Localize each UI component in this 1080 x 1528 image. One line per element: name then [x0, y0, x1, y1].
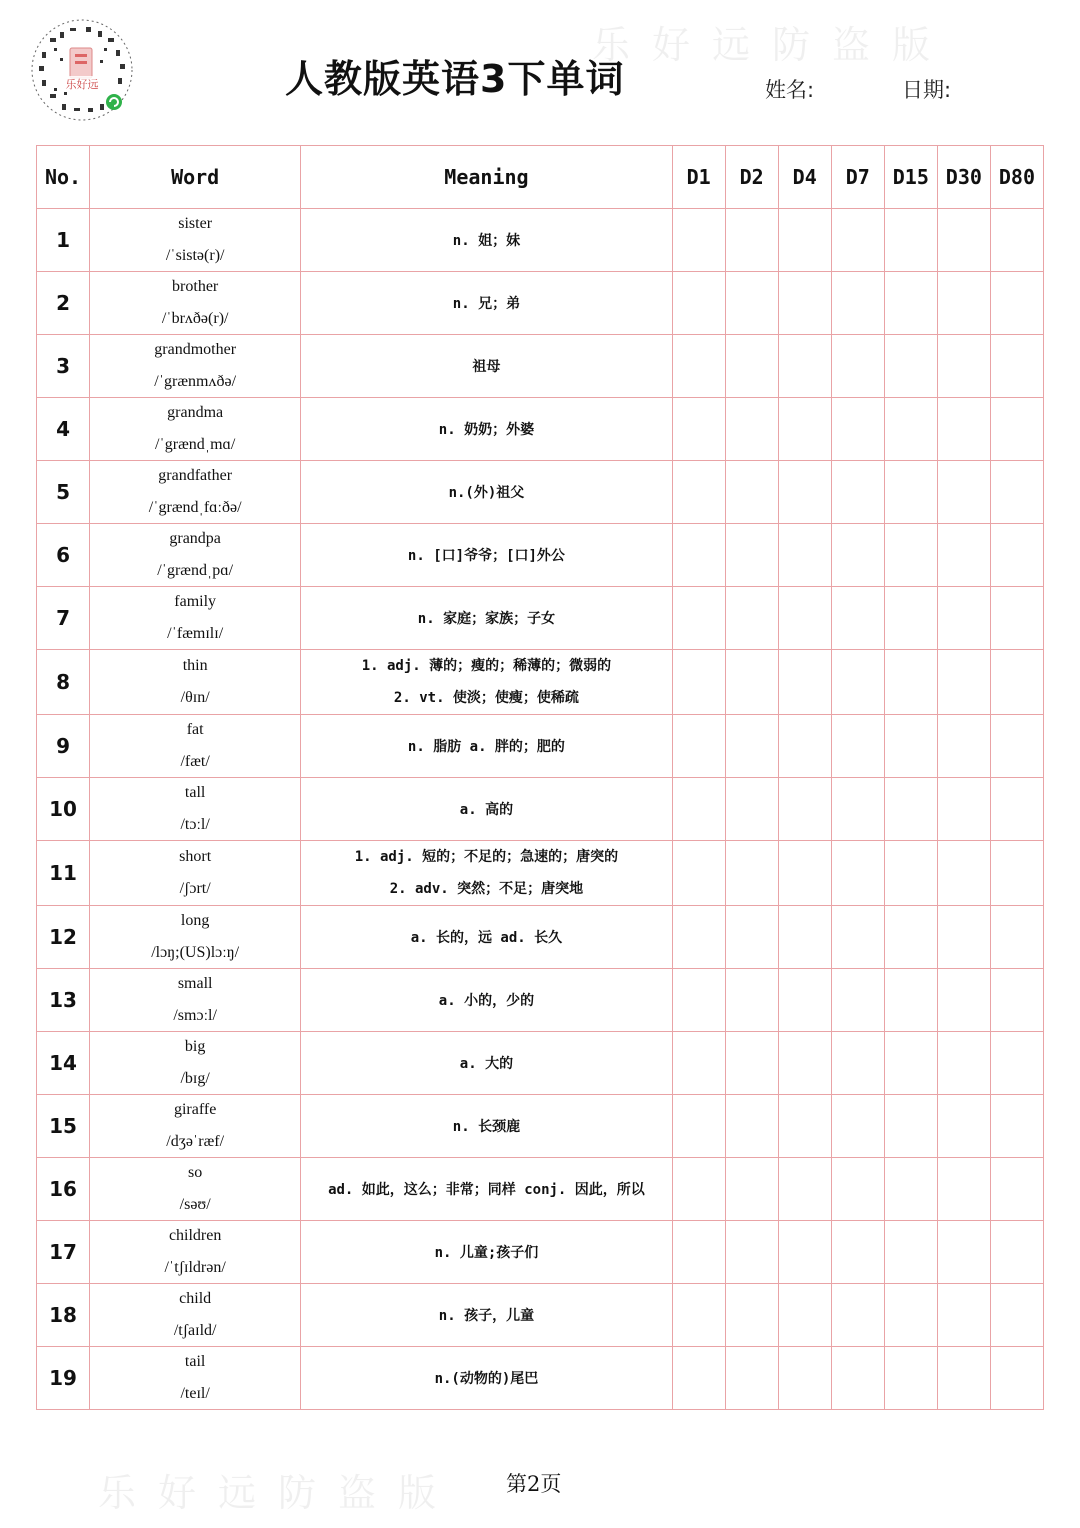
- review-checkbox-cell[interactable]: [725, 461, 778, 524]
- review-checkbox-cell[interactable]: [778, 650, 831, 715]
- meaning-cell: [301, 906, 672, 969]
- review-checkbox-cell[interactable]: [937, 524, 990, 587]
- review-checkbox-cell[interactable]: [937, 969, 990, 1032]
- word-cell: [90, 1284, 301, 1347]
- review-checkbox-cell[interactable]: [990, 778, 1043, 841]
- review-checkbox-cell[interactable]: [937, 272, 990, 335]
- phonetic-text: /fæt/: [180, 753, 210, 770]
- meaning-cell: [301, 1347, 672, 1410]
- row-number: 3: [37, 335, 90, 398]
- review-checkbox-cell[interactable]: [884, 335, 937, 398]
- review-checkbox-cell[interactable]: [990, 272, 1043, 335]
- word-cell: [90, 587, 301, 650]
- phonetic-text: /ˈgrænmʌðə/: [154, 373, 237, 390]
- review-checkbox-cell[interactable]: [831, 1221, 884, 1284]
- phonetic-text: /ˈsistə(r)/: [165, 247, 225, 264]
- review-checkbox-cell[interactable]: [884, 1095, 937, 1158]
- review-checkbox-cell[interactable]: [831, 272, 884, 335]
- review-checkbox-cell[interactable]: [990, 587, 1043, 650]
- review-checkbox-cell[interactable]: [937, 1347, 990, 1410]
- review-checkbox-cell[interactable]: [937, 1158, 990, 1221]
- row-number: 10: [37, 778, 90, 841]
- phonetic-text: /ˈtʃɪldrən/: [164, 1259, 226, 1276]
- word-text: fat: [186, 721, 204, 739]
- table-row: [37, 209, 1044, 272]
- review-checkbox-cell[interactable]: [725, 272, 778, 335]
- review-checkbox-cell[interactable]: [672, 969, 725, 1032]
- table-row: [37, 587, 1044, 650]
- table-row: [37, 841, 1044, 906]
- word-cell: [90, 461, 301, 524]
- review-checkbox-cell[interactable]: [778, 209, 831, 272]
- review-checkbox-cell[interactable]: [884, 1032, 937, 1095]
- review-checkbox-cell[interactable]: [725, 969, 778, 1032]
- word-text: grandmother: [154, 341, 237, 359]
- phonetic-text: /ˈbrʌðə(r)/: [161, 310, 229, 327]
- word-text: thin: [182, 657, 208, 675]
- table-row: [37, 1221, 1044, 1284]
- meaning-cell: [301, 398, 672, 461]
- review-checkbox-cell[interactable]: [672, 841, 725, 906]
- phonetic-text: /ˈgrændˌfɑːðə/: [148, 499, 242, 516]
- table-row: [37, 1347, 1044, 1410]
- meaning-line: ad. 如此，这么；非常；同样 conj. 因此，所以: [328, 1182, 645, 1198]
- table-row: [37, 778, 1044, 841]
- row-number: 11: [37, 841, 90, 906]
- row-number: 16: [37, 1158, 90, 1221]
- review-checkbox-cell[interactable]: [990, 841, 1043, 906]
- word-cell: [90, 715, 301, 778]
- review-checkbox-cell[interactable]: [831, 587, 884, 650]
- column-header: Word: [90, 146, 301, 209]
- meaning-line: n. 儿童;孩子们: [434, 1245, 539, 1261]
- review-checkbox-cell[interactable]: [990, 969, 1043, 1032]
- qr-code-icon: [30, 18, 134, 122]
- meaning-line: n. 兄；弟: [452, 296, 521, 312]
- review-checkbox-cell[interactable]: [672, 209, 725, 272]
- review-checkbox-cell[interactable]: [672, 906, 725, 969]
- review-checkbox-cell[interactable]: [990, 650, 1043, 715]
- review-checkbox-cell[interactable]: [884, 461, 937, 524]
- meaning-cell: [301, 524, 672, 587]
- meaning-cell: [301, 1032, 672, 1095]
- review-checkbox-cell[interactable]: [778, 906, 831, 969]
- review-checkbox-cell[interactable]: [725, 1095, 778, 1158]
- review-checkbox-cell[interactable]: [778, 1095, 831, 1158]
- review-checkbox-cell[interactable]: [990, 1032, 1043, 1095]
- phonetic-text: /θɪn/: [180, 689, 210, 706]
- meaning-line: 2. vt. 使淡；使瘦；使稀疏: [393, 690, 579, 706]
- review-checkbox-cell[interactable]: [937, 1284, 990, 1347]
- word-cell: [90, 841, 301, 906]
- review-checkbox-cell[interactable]: [831, 461, 884, 524]
- column-header: D80: [990, 146, 1043, 209]
- column-header: D30: [937, 146, 990, 209]
- review-checkbox-cell[interactable]: [672, 778, 725, 841]
- review-checkbox-cell[interactable]: [672, 1032, 725, 1095]
- column-header: D1: [672, 146, 725, 209]
- meaning-cell: [301, 587, 672, 650]
- review-checkbox-cell[interactable]: [672, 1158, 725, 1221]
- qr-label: 乐好远: [58, 76, 106, 92]
- review-checkbox-cell[interactable]: [884, 587, 937, 650]
- review-checkbox-cell[interactable]: [990, 398, 1043, 461]
- review-checkbox-cell[interactable]: [884, 1221, 937, 1284]
- word-text: tall: [184, 784, 206, 802]
- word-cell: [90, 1347, 301, 1410]
- row-number: 12: [37, 906, 90, 969]
- review-checkbox-cell[interactable]: [672, 1221, 725, 1284]
- meaning-cell: [301, 715, 672, 778]
- review-checkbox-cell[interactable]: [990, 1347, 1043, 1410]
- review-checkbox-cell[interactable]: [937, 841, 990, 906]
- word-cell: [90, 650, 301, 715]
- review-checkbox-cell[interactable]: [725, 524, 778, 587]
- name-label: 姓名:: [765, 78, 815, 102]
- review-checkbox-cell[interactable]: [884, 778, 937, 841]
- review-checkbox-cell[interactable]: [884, 906, 937, 969]
- word-cell: [90, 1221, 301, 1284]
- meaning-line: a. 小的，少的: [438, 993, 535, 1009]
- review-checkbox-cell[interactable]: [725, 1221, 778, 1284]
- table-row: [37, 461, 1044, 524]
- review-checkbox-cell[interactable]: [884, 650, 937, 715]
- vocab-table: [36, 145, 1044, 1410]
- review-checkbox-cell[interactable]: [884, 1284, 937, 1347]
- review-checkbox-cell[interactable]: [884, 841, 937, 906]
- column-header: Meaning: [301, 146, 672, 209]
- review-checkbox-cell[interactable]: [831, 650, 884, 715]
- table-row: [37, 1284, 1044, 1347]
- column-header: D7: [831, 146, 884, 209]
- word-text: long: [180, 912, 210, 930]
- review-checkbox-cell[interactable]: [937, 778, 990, 841]
- review-checkbox-cell[interactable]: [778, 778, 831, 841]
- review-checkbox-cell[interactable]: [990, 1221, 1043, 1284]
- meaning-line: a. 高的: [459, 802, 514, 818]
- word-cell: [90, 524, 301, 587]
- word-cell: [90, 778, 301, 841]
- word-cell: [90, 906, 301, 969]
- review-checkbox-cell[interactable]: [831, 1347, 884, 1410]
- review-checkbox-cell[interactable]: [990, 1284, 1043, 1347]
- meaning-line: n. 长颈鹿: [452, 1119, 521, 1135]
- review-checkbox-cell[interactable]: [990, 524, 1043, 587]
- table-row: [37, 335, 1044, 398]
- column-header: D4: [778, 146, 831, 209]
- review-checkbox-cell[interactable]: [778, 1284, 831, 1347]
- row-number: 5: [37, 461, 90, 524]
- review-checkbox-cell[interactable]: [831, 1032, 884, 1095]
- review-checkbox-cell[interactable]: [937, 587, 990, 650]
- meaning-cell: [301, 1095, 672, 1158]
- word-cell: [90, 1032, 301, 1095]
- column-header: No.: [37, 146, 90, 209]
- review-checkbox-cell[interactable]: [937, 715, 990, 778]
- review-checkbox-cell[interactable]: [725, 1032, 778, 1095]
- column-header: D2: [725, 146, 778, 209]
- watermark-bottom: 乐好远防盗版: [98, 1471, 459, 1515]
- word-text: grandpa: [169, 530, 221, 548]
- review-checkbox-cell[interactable]: [831, 1284, 884, 1347]
- phonetic-text: /smɔːl/: [173, 1007, 217, 1024]
- phonetic-text: /ʃɔrt/: [179, 880, 211, 897]
- word-text: brother: [172, 278, 219, 296]
- review-checkbox-cell[interactable]: [725, 1158, 778, 1221]
- row-number: 4: [37, 398, 90, 461]
- phonetic-text: /səʊ/: [179, 1196, 211, 1213]
- review-checkbox-cell[interactable]: [937, 335, 990, 398]
- meaning-line: n. 奶奶；外婆: [438, 422, 535, 438]
- meaning-line: n.(外)祖父: [448, 485, 525, 501]
- table-row: [37, 398, 1044, 461]
- table-row: [37, 272, 1044, 335]
- date-label: 日期:: [902, 78, 952, 102]
- word-text: sister: [178, 215, 213, 233]
- review-checkbox-cell[interactable]: [884, 715, 937, 778]
- meaning-line: 祖母: [472, 359, 501, 375]
- review-checkbox-cell[interactable]: [725, 778, 778, 841]
- watermark-top: 乐好远防盗版: [592, 23, 953, 67]
- row-number: 6: [37, 524, 90, 587]
- review-checkbox-cell[interactable]: [778, 1158, 831, 1221]
- row-number: 13: [37, 969, 90, 1032]
- review-checkbox-cell[interactable]: [831, 209, 884, 272]
- phonetic-text: /teɪl/: [180, 1385, 210, 1402]
- page-number: 第2页: [506, 1472, 562, 1496]
- review-checkbox-cell[interactable]: [672, 461, 725, 524]
- review-checkbox-cell[interactable]: [672, 398, 725, 461]
- meaning-line: a. 大的: [459, 1056, 514, 1072]
- review-checkbox-cell[interactable]: [725, 841, 778, 906]
- meaning-line: n. [口]爷爷；[口]外公: [407, 548, 565, 564]
- table-row: [37, 906, 1044, 969]
- review-checkbox-cell[interactable]: [884, 398, 937, 461]
- row-number: 15: [37, 1095, 90, 1158]
- review-checkbox-cell[interactable]: [884, 272, 937, 335]
- phonetic-text: /ˈgrændˌmɑ/: [154, 436, 236, 453]
- word-cell: [90, 1158, 301, 1221]
- meaning-cell: [301, 1158, 672, 1221]
- word-text: tail: [184, 1353, 206, 1371]
- review-checkbox-cell[interactable]: [937, 1221, 990, 1284]
- review-checkbox-cell[interactable]: [831, 1095, 884, 1158]
- row-number: 18: [37, 1284, 90, 1347]
- word-text: grandma: [167, 404, 224, 422]
- meaning-cell: [301, 1284, 672, 1347]
- word-cell: [90, 272, 301, 335]
- review-checkbox-cell[interactable]: [831, 524, 884, 587]
- review-checkbox-cell[interactable]: [672, 1347, 725, 1410]
- review-checkbox-cell[interactable]: [778, 969, 831, 1032]
- meaning-cell: [301, 778, 672, 841]
- meaning-line: 1. adj. 薄的；瘦的；稀薄的；微弱的: [361, 658, 612, 674]
- review-checkbox-cell[interactable]: [778, 1032, 831, 1095]
- row-number: 7: [37, 587, 90, 650]
- review-checkbox-cell[interactable]: [990, 335, 1043, 398]
- table-row: [37, 715, 1044, 778]
- page-title: 人教版英语3下单词: [285, 57, 625, 101]
- meaning-cell: [301, 969, 672, 1032]
- review-checkbox-cell[interactable]: [937, 398, 990, 461]
- word-text: small: [177, 975, 213, 993]
- review-checkbox-cell[interactable]: [672, 524, 725, 587]
- review-checkbox-cell[interactable]: [831, 841, 884, 906]
- meaning-cell: [301, 209, 672, 272]
- word-cell: [90, 1095, 301, 1158]
- review-checkbox-cell[interactable]: [725, 1347, 778, 1410]
- word-text: family: [174, 593, 217, 611]
- table-row: [37, 1032, 1044, 1095]
- meaning-cell: [301, 650, 672, 715]
- review-checkbox-cell[interactable]: [778, 841, 831, 906]
- review-checkbox-cell[interactable]: [990, 209, 1043, 272]
- table-row: [37, 969, 1044, 1032]
- review-checkbox-cell[interactable]: [778, 587, 831, 650]
- row-number: 1: [37, 209, 90, 272]
- review-checkbox-cell[interactable]: [672, 715, 725, 778]
- review-checkbox-cell[interactable]: [672, 1095, 725, 1158]
- review-checkbox-cell[interactable]: [884, 969, 937, 1032]
- review-checkbox-cell[interactable]: [725, 906, 778, 969]
- word-text: grandfather: [158, 467, 233, 485]
- phonetic-text: /lɔŋ;(US)lɔːŋ/: [151, 944, 240, 961]
- review-checkbox-cell[interactable]: [831, 715, 884, 778]
- meaning-line: n. 姐；妹: [452, 233, 521, 249]
- review-checkbox-cell[interactable]: [778, 272, 831, 335]
- review-checkbox-cell[interactable]: [778, 398, 831, 461]
- meaning-line: n. 孩子，儿童: [438, 1308, 535, 1324]
- review-checkbox-cell[interactable]: [778, 1347, 831, 1410]
- review-checkbox-cell[interactable]: [937, 650, 990, 715]
- review-checkbox-cell[interactable]: [990, 715, 1043, 778]
- row-number: 14: [37, 1032, 90, 1095]
- phonetic-text: /tɔːl/: [180, 816, 210, 833]
- review-checkbox-cell[interactable]: [778, 715, 831, 778]
- meaning-cell: [301, 841, 672, 906]
- row-number: 2: [37, 272, 90, 335]
- review-checkbox-cell[interactable]: [990, 906, 1043, 969]
- review-checkbox-cell[interactable]: [884, 524, 937, 587]
- word-cell: [90, 969, 301, 1032]
- review-checkbox-cell[interactable]: [725, 335, 778, 398]
- meaning-line: n. 家庭；家族；子女: [417, 611, 556, 627]
- word-cell: [90, 398, 301, 461]
- meaning-line: 2. adv. 突然；不足；唐突地: [389, 881, 584, 897]
- review-checkbox-cell[interactable]: [990, 461, 1043, 524]
- review-checkbox-cell[interactable]: [884, 1347, 937, 1410]
- table-row: [37, 650, 1044, 715]
- meaning-cell: [301, 1221, 672, 1284]
- review-checkbox-cell[interactable]: [725, 209, 778, 272]
- meaning-cell: [301, 272, 672, 335]
- word-cell: [90, 209, 301, 272]
- row-number: 19: [37, 1347, 90, 1410]
- review-checkbox-cell[interactable]: [778, 1221, 831, 1284]
- review-checkbox-cell[interactable]: [831, 1158, 884, 1221]
- meaning-line: n. 脂肪 a. 胖的；肥的: [407, 739, 565, 755]
- review-checkbox-cell[interactable]: [884, 1158, 937, 1221]
- row-number: 8: [37, 650, 90, 715]
- meaning-line: n.(动物的)尾巴: [434, 1371, 539, 1387]
- review-checkbox-cell[interactable]: [672, 650, 725, 715]
- meaning-cell: [301, 335, 672, 398]
- review-checkbox-cell[interactable]: [725, 1284, 778, 1347]
- phonetic-text: /bɪg/: [180, 1070, 210, 1087]
- table-body: [37, 209, 1044, 1410]
- header-row: [37, 146, 1044, 209]
- phonetic-text: /ˈfæmɪlɪ/: [167, 625, 224, 642]
- review-checkbox-cell[interactable]: [778, 335, 831, 398]
- review-checkbox-cell[interactable]: [778, 524, 831, 587]
- review-checkbox-cell[interactable]: [831, 398, 884, 461]
- review-checkbox-cell[interactable]: [778, 461, 831, 524]
- review-checkbox-cell[interactable]: [831, 335, 884, 398]
- table-row: [37, 524, 1044, 587]
- review-checkbox-cell[interactable]: [725, 398, 778, 461]
- review-checkbox-cell[interactable]: [937, 1032, 990, 1095]
- word-text: short: [179, 848, 212, 866]
- phonetic-text: /ˈgrændˌpɑ/: [157, 562, 234, 579]
- review-checkbox-cell[interactable]: [672, 587, 725, 650]
- review-checkbox-cell[interactable]: [725, 650, 778, 715]
- review-checkbox-cell[interactable]: [937, 209, 990, 272]
- review-checkbox-cell[interactable]: [831, 969, 884, 1032]
- word-cell: [90, 335, 301, 398]
- review-checkbox-cell[interactable]: [725, 715, 778, 778]
- review-checkbox-cell[interactable]: [937, 906, 990, 969]
- table-row: [37, 1158, 1044, 1221]
- review-checkbox-cell[interactable]: [831, 778, 884, 841]
- word-text: child: [179, 1290, 212, 1308]
- column-header: D15: [884, 146, 937, 209]
- review-checkbox-cell[interactable]: [884, 209, 937, 272]
- review-checkbox-cell[interactable]: [672, 335, 725, 398]
- row-number: 9: [37, 715, 90, 778]
- review-checkbox-cell[interactable]: [990, 1158, 1043, 1221]
- word-text: children: [168, 1227, 222, 1245]
- word-text: so: [188, 1164, 203, 1182]
- review-checkbox-cell[interactable]: [672, 272, 725, 335]
- review-checkbox-cell[interactable]: [831, 906, 884, 969]
- review-checkbox-cell[interactable]: [937, 1095, 990, 1158]
- meaning-line: a. 长的，远 ad. 长久: [410, 930, 563, 946]
- meaning-cell: [301, 461, 672, 524]
- table-row: [37, 1095, 1044, 1158]
- review-checkbox-cell[interactable]: [937, 461, 990, 524]
- word-text: giraffe: [173, 1101, 217, 1119]
- review-checkbox-cell[interactable]: [725, 587, 778, 650]
- review-checkbox-cell[interactable]: [672, 1284, 725, 1347]
- phonetic-text: /tʃaɪld/: [173, 1322, 217, 1339]
- meaning-line: 1. adj. 短的；不足的；急速的；唐突的: [354, 849, 619, 865]
- row-number: 17: [37, 1221, 90, 1284]
- phonetic-text: /dʒəˈræf/: [166, 1133, 225, 1150]
- word-text: big: [184, 1038, 206, 1056]
- review-checkbox-cell[interactable]: [990, 1095, 1043, 1158]
